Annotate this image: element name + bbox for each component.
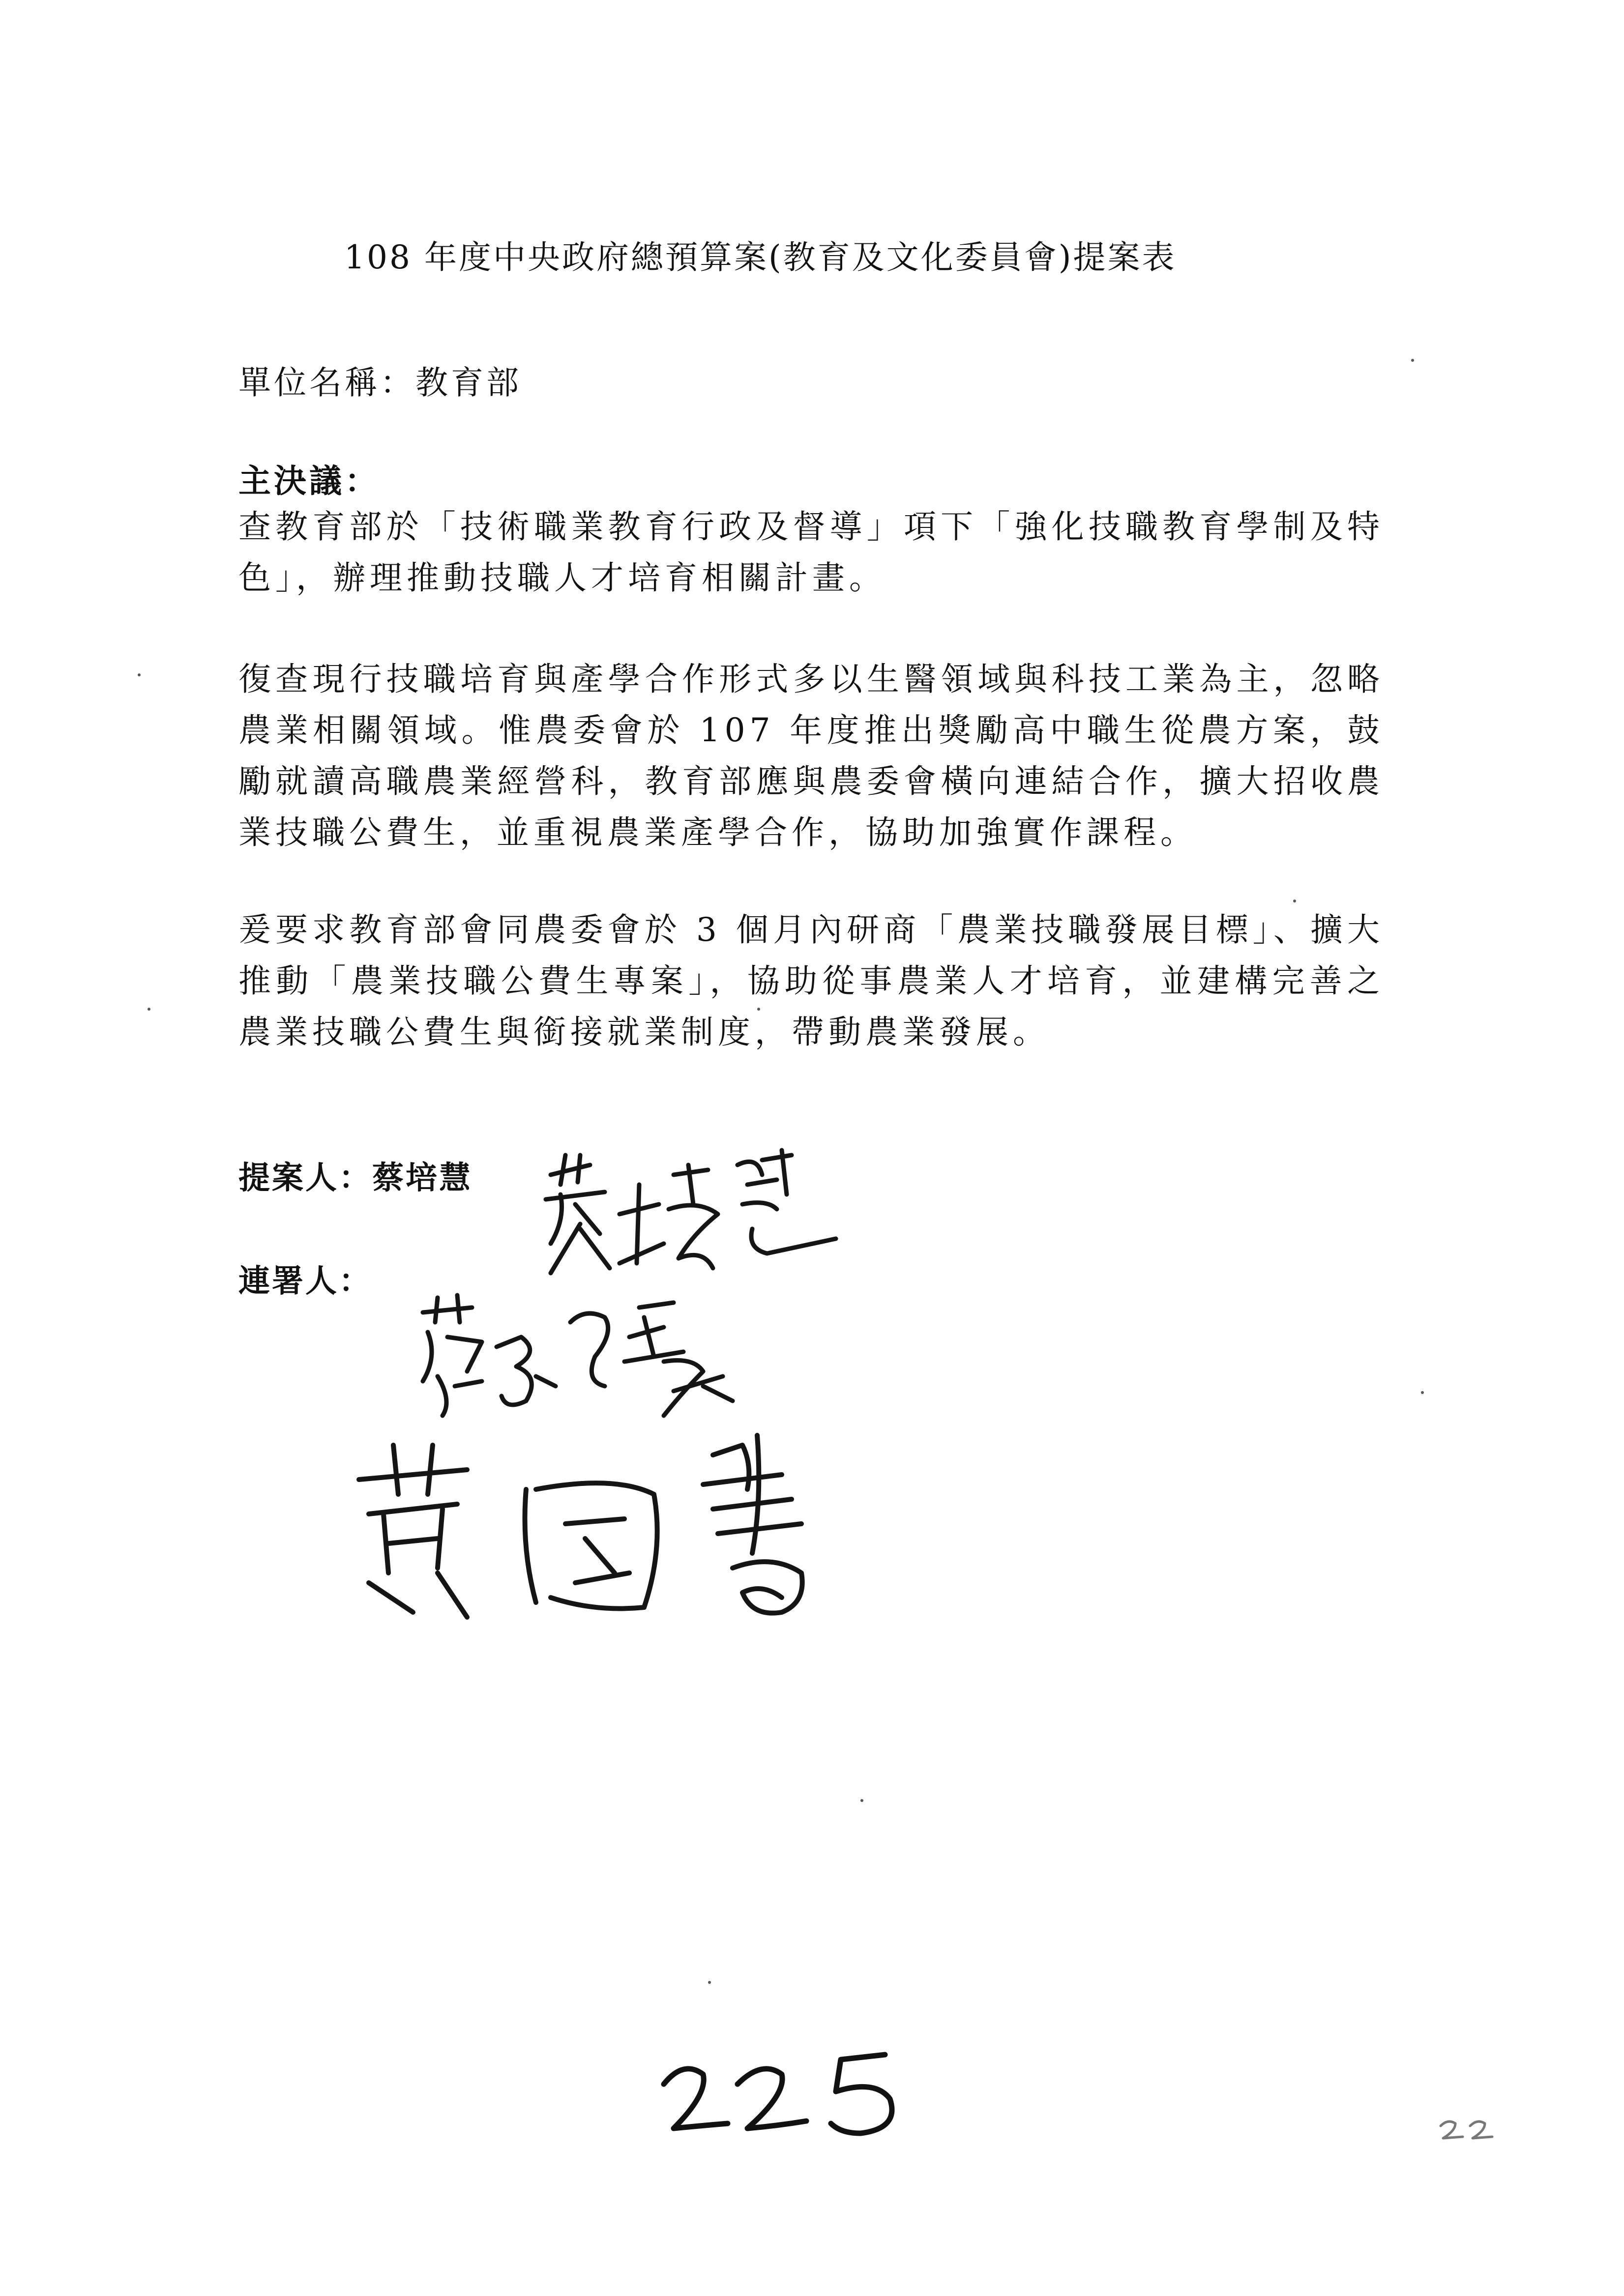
proposer-label: 提案人：蔡培慧 [238,1160,472,1196]
cosigner-label: 連署人： [238,1263,372,1300]
handwritten-page-number [654,2045,929,2153]
signature-cosigner-2 [339,1425,870,1632]
scan-speck [757,1008,760,1011]
scan-speck [860,1799,863,1802]
document-title: 108 年度中央政府總預算案(教育及文化委員會)提案表 [344,238,1177,276]
scan-speck [708,1981,711,1984]
scan-speck [1293,900,1296,902]
signature-proposer [531,1145,846,1293]
signature-cosigner-1 [408,1288,762,1445]
scan-speck [148,1008,150,1011]
corner-page-mark [1436,2111,1505,2146]
scan-speck [1411,359,1414,362]
paragraph-1: 查教育部於「技術職業教育行政及督導」項下「強化技職教育學制及特色」，辦理推動技職人才培育相關計畫。 [238,508,1384,597]
paragraph-2: 復查現行技職培育與產學合作形式多以生醫領域與科技工業為主，忽略農業相關領域。惟農委會於 107 年度推出獎勵高中職生從農方案，鼓勵就讀高職農業經營科，教育部應與農委會橫向連結合作，擴大招收農業技職公費生，並重視農業產學合作，協助加強實作課程。 [238,660,1384,851]
scan-speck [138,673,141,676]
scan-speck [1421,1391,1424,1394]
paragraph-3: 爰要求教育部會同農委會於 3 個月內研商「農業技職發展目標」、擴大推動「農業技職公費生專案」，協助從事農業人才培育，並建構完善之農業技職公費生與銜接就業制度，帶動農業發展。 [238,911,1384,1051]
resolution-label: 主決議： [238,462,380,500]
unit-name: 單位名稱：教育部 [238,364,522,402]
